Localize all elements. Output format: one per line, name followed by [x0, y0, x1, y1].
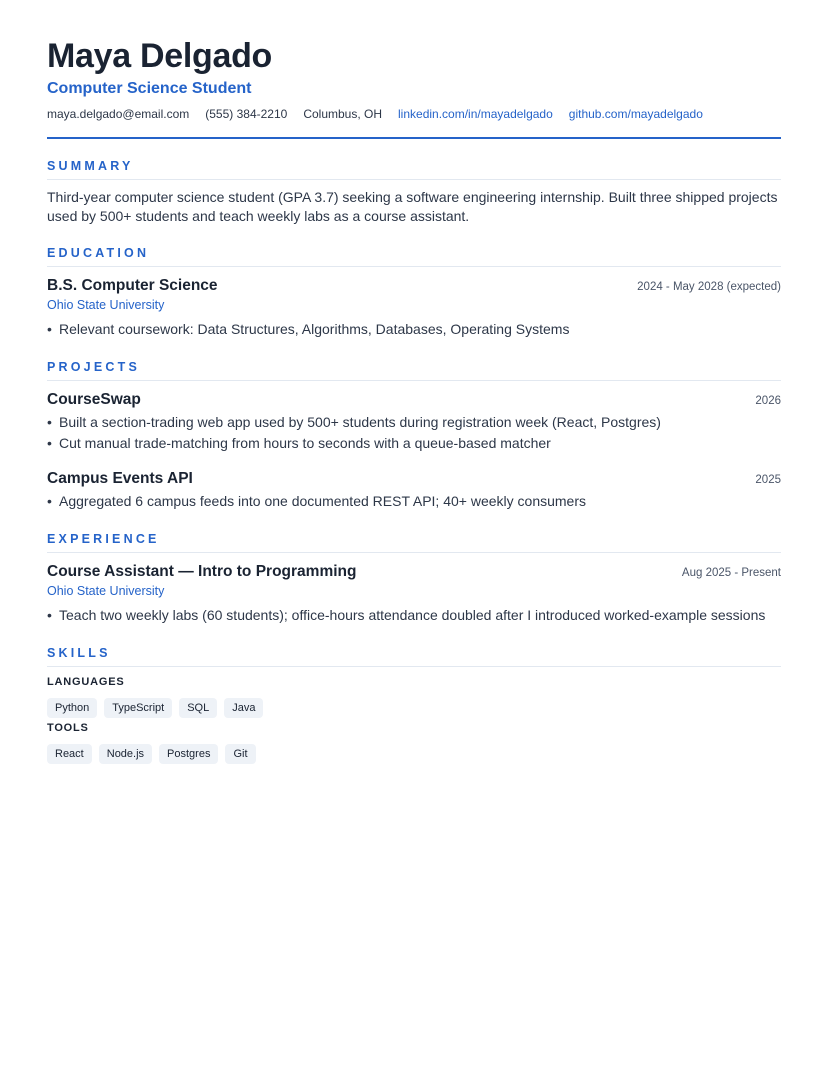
skill-chip: Postgres [159, 744, 218, 764]
candidate-title: Computer Science Student [47, 80, 252, 97]
bullet-list [47, 412, 781, 454]
section-heading-skills: SKILLS [47, 646, 781, 667]
entry-date: 2024 - May 2028 (expected) [637, 281, 781, 293]
entry-title: CourseSwap [47, 391, 141, 408]
contact-email[interactable]: maya.delgado@email.com [47, 107, 190, 121]
contact-phone: (555) 384-2210 [205, 107, 288, 121]
skill-chips-tools [47, 744, 781, 764]
linkedin-link[interactable]: linkedin.com/in/mayadelgado [398, 107, 553, 121]
skill-group-label-languages: LANGUAGES [47, 676, 125, 688]
bullet-item: • Aggregated 6 campus feeds into one documented REST API; 40+ weekly consumers [59, 491, 781, 512]
section-heading-education: EDUCATION [47, 246, 781, 267]
skill-chip: Node.js [99, 744, 152, 764]
education-entry [47, 276, 781, 340]
project-entry [47, 390, 781, 454]
bullet-list [47, 319, 781, 340]
bullet-item: • Cut manual trade-matching from hours to seconds with a queue-based matcher [59, 433, 781, 454]
candidate-name: Maya Delgado [47, 37, 273, 75]
section-heading-experience: EXPERIENCE [47, 532, 781, 553]
summary-text: Third-year computer science student (GPA 3.7) seeking a software engineering internship. Built three shipped projects used by 500+ students and teach weekly labs as a course assistant. [47, 189, 778, 224]
bullet-list [47, 491, 781, 512]
section-heading-summary: SUMMARY [47, 159, 781, 180]
entry-date: 2026 [755, 395, 781, 407]
skill-chip: SQL [179, 698, 217, 718]
contact-row [47, 107, 781, 121]
entry-title: B.S. Computer Science [47, 277, 218, 294]
experience-entry [47, 562, 781, 626]
bullet-list [47, 605, 781, 626]
skill-chip: Python [47, 698, 97, 718]
project-entry [47, 469, 781, 512]
skill-chip: React [47, 744, 92, 764]
bullet-item: • Built a section-trading web app used by 500+ students during registration week (React, Postgres) [59, 412, 781, 433]
contact-location: Columbus, OH [303, 107, 383, 121]
skill-group-label-tools: TOOLS [47, 722, 89, 734]
entry-organization: Ohio State University [47, 584, 165, 598]
skill-chip: TypeScript [104, 698, 172, 718]
entry-date: 2025 [755, 474, 781, 486]
bullet-item: • Teach two weekly labs (60 students); office-hours attendance doubled after I introduced worked-example sessions [59, 605, 781, 626]
github-link[interactable]: github.com/mayadelgado [568, 107, 703, 121]
skill-chip: Git [225, 744, 255, 764]
entry-organization: Ohio State University [47, 298, 165, 312]
entry-date: Aug 2025 - Present [681, 567, 781, 579]
entry-title: Campus Events API [47, 470, 193, 487]
entry-title: Course Assistant — Intro to Programming [47, 563, 357, 580]
bullet-item: • Relevant coursework: Data Structures, Algorithms, Databases, Operating Systems [59, 319, 781, 340]
header-divider [47, 137, 781, 139]
skill-chip: Java [224, 698, 263, 718]
section-heading-projects: PROJECTS [47, 360, 781, 381]
skill-chips-languages [47, 698, 781, 718]
